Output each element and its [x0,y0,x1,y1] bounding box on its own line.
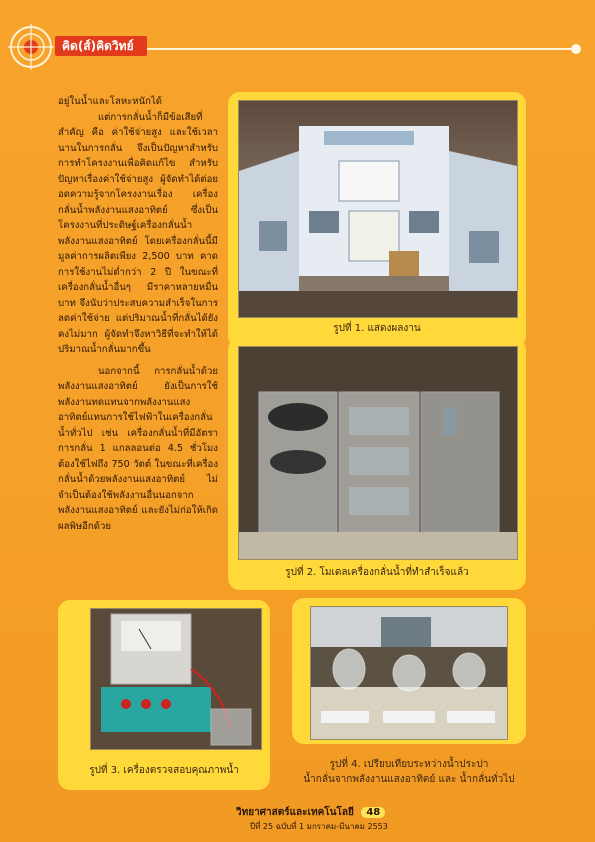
page-number: 48 [361,807,385,818]
figure-3-caption: รูปที่ 3. เครื่องตรวจสอบคุณภาพน้ำ [89,765,239,776]
figure-4-photo [310,606,508,740]
figure-3-panel [58,600,270,790]
exhibition-board-image [239,101,517,317]
section-label: คิด(ส์)คิดวิทย์ [62,39,134,53]
figure-1-panel [228,92,526,348]
journal-name: วิทยาศาสตร์และเทคโนโลยี [236,807,354,818]
figure-4-panel [292,598,526,744]
figure-2-panel [228,338,526,590]
paragraph-1: อยู่ในน้ำและโลหะหนักได้ [58,96,163,107]
figure-1-photo [238,100,518,318]
header-rule-end-dot [571,44,581,54]
figure-3-photo [90,608,262,750]
figure-1-caption: รูปที่ 1. แสดงผลงาน [333,323,421,334]
still-model-image [239,347,517,559]
footer-issue-line: ปีที่ 25 ฉบับที่ 1 มกราคม-มีนาคม 2553 [250,822,388,831]
water-quality-meter-image [91,609,261,749]
body-text-column [58,94,218,554]
figure-2-caption: รูปที่ 2. โมเดลเครื่องกลั่นน้ำที่ทำสำเร็จแล้ว [285,567,469,578]
crosshair-target-icon [8,24,54,70]
figure-4-caption-line-1: รูปที่ 4. เปรียบเทียบระหว่างน้ำประปา [329,759,489,770]
figure-4-caption-line-2: น้ำกลั่นจากพลังงานแสงอาทิตย์ และ น้ำกลั่นทั่วไป [303,774,515,785]
water-samples-image [311,607,507,739]
footer-journal-title [236,805,385,820]
figure-2-photo [238,346,518,560]
paragraph-3: นอกจากนี้ การกลั่นน้ำด้วยพลังงานแสงอาทิตย์ ยังเป็นการใช้พลังงานทดแทนจากพลังงานแสงอาทิตย์แทนการใช้ไฟฟ้าในเครื่องกลั่นน้ำทั่วไป เช่น เครื่องกลั่นน้ำที่มีอัตราการกลั่น 1 แกลลอนต่อ 4.5 ชั่วโมง ต้องใช้ไฟถึง 750 วัตต์ ในขณะที่เครื่องกลั่นน้ำด้วยพลังงานแสงอาทิตย์ ไม่จำเป็นต้องใช้พลังงานอื่นนอกจากพลังงานแสงอาทิตย์ และยังไม่ก่อให้เกิดผลพิษอีกด้วย [58,365,218,532]
paragraph-2: แต่การกลั่นน้ำก็มีข้อเสียที่สำคัญ คือ ค่าใช้จ่ายสูง และใช้เวลานานในการกลั่น จึงเป็นปัญหาสำหรับการทำโครงงานเพื่อคิดแก้ไข สำหรับปัญหาเรื่องค่าใช้จ่ายสูง ผู้จัดทำได้ต่อยอดความรู้จากโครงงานเรื่อง เครื่องกลั่นน้ำพลังงานแสงอาทิตย์ ซึ่งเป็นโครงงานที่ประดิษฐ์เครื่องกลั่นน้ำพลังงานแสงอาทิตย์ โดยเครื่องกลั่นนี้มีมูลค่าการผลิตเพียง 2,500 บาท คาดการใช้งานไม่ต่ำกว่า 2 ปี ในขณะที่เครื่องกลั่นน้ำอื่นๆ มีราคาหลายหมื่นบาท จึงนับว่าประสบความสำเร็จในการลดค่าใช้จ่าย แต่ปริมาณน้ำที่กลั่นได้ยังคงไม่มาก ผู้จัดทำจึงหาวิธีที่จะทำให้ได้ปริมาณน้ำกลั่นมากขึ้น [58,111,218,355]
